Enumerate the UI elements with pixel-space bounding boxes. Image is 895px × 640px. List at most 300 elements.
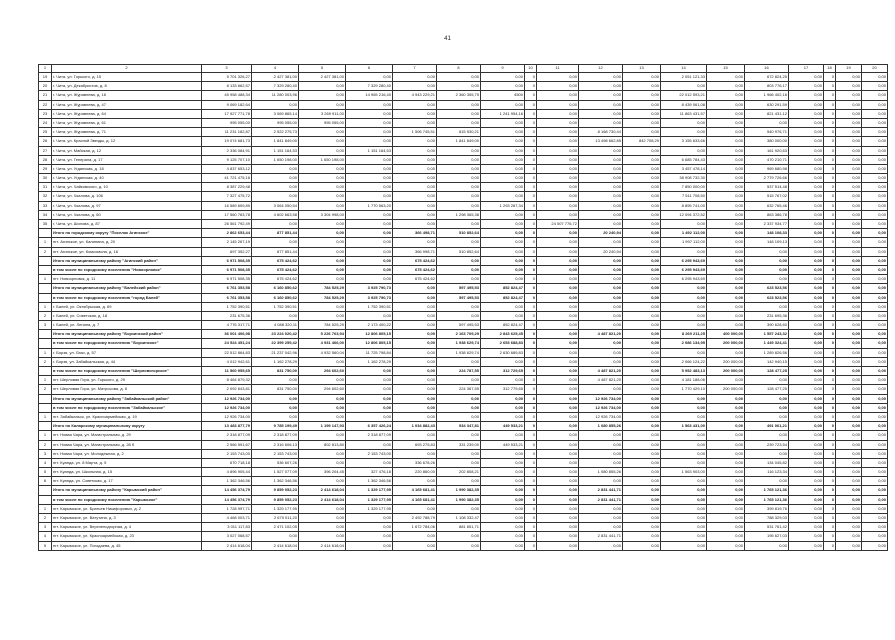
row-index-cell: 5 <box>39 541 52 550</box>
amount-cell: 0,00 <box>836 532 862 541</box>
amount-cell: 0,00 <box>862 82 888 91</box>
amount-cell: 4500 <box>481 91 525 100</box>
amount-cell: 693 275,83 <box>393 440 437 449</box>
amount-cell: 0,00 <box>862 146 888 155</box>
column-header: 2 <box>52 65 202 73</box>
amount-cell: 0,00 <box>789 164 824 173</box>
amount-cell: 0,00 <box>745 256 789 265</box>
amount-cell: 0,00 <box>789 422 824 431</box>
amount-cell: 2 153 743,00 <box>202 449 252 458</box>
table-total-row <box>39 486 888 495</box>
amount-cell: 0 <box>824 137 836 146</box>
amount-cell: 0,00 <box>836 403 862 412</box>
amount-cell: 0,00 <box>481 412 525 421</box>
amount-cell: 0,00 <box>579 164 623 173</box>
amount-cell: 0,00 <box>579 275 623 284</box>
amount-cell: 0,00 <box>707 91 745 100</box>
amount-cell: 0,00 <box>299 128 346 137</box>
amount-cell: 1 527 077,09 <box>252 468 299 477</box>
amount-cell: 0,00 <box>537 440 579 449</box>
address-cell: пгт. Карымское, ул. Братьев Никифоровых, д. 2 <box>52 504 202 513</box>
amount-cell: 0 <box>525 275 537 284</box>
amount-cell: 0,00 <box>346 238 393 247</box>
amount-cell: 0,00 <box>707 229 745 238</box>
row-index-cell <box>39 229 52 238</box>
amount-cell: 1 241 954,16 <box>481 109 525 118</box>
amount-cell: 0,00 <box>789 247 824 256</box>
amount-cell: 0,00 <box>299 477 346 486</box>
amount-cell: 0,00 <box>623 422 661 431</box>
row-index-cell: 23 <box>39 109 52 118</box>
amount-cell: 0,00 <box>623 385 661 394</box>
amount-cell: 0,00 <box>537 210 579 219</box>
amount-cell: 220 860,00 <box>393 468 437 477</box>
table-total-row <box>39 403 888 412</box>
amount-cell: 0,00 <box>745 302 789 311</box>
table-row <box>39 532 888 541</box>
amount-cell: 0,00 <box>437 265 481 274</box>
row-index-cell: 34 <box>39 210 52 219</box>
amount-cell: 6 160 850,62 <box>252 293 299 302</box>
amount-cell: 0,00 <box>661 118 707 127</box>
amount-cell: 0,00 <box>393 348 437 357</box>
address-cell: г. Чита, ул. Журавлева, д. 71 <box>52 128 202 137</box>
amount-cell: 597 495,53 <box>437 293 481 302</box>
table-row <box>39 541 888 550</box>
amount-cell: 0,00 <box>437 73 481 82</box>
amount-cell: 0 <box>824 486 836 495</box>
amount-cell: 0,00 <box>393 284 437 293</box>
amount-cell: 0,00 <box>789 440 824 449</box>
amount-cell: 0,00 <box>707 302 745 311</box>
amount-cell: 0 <box>525 164 537 173</box>
amount-cell: 0,00 <box>789 468 824 477</box>
amount-cell: 0,00 <box>537 247 579 256</box>
amount-cell: 0,00 <box>252 100 299 109</box>
amount-cell: 0,00 <box>707 109 745 118</box>
amount-cell: 0,00 <box>537 422 579 431</box>
amount-cell: 0,00 <box>623 100 661 109</box>
amount-cell: 13 498 662,85 <box>579 137 623 146</box>
amount-cell: 4 837 653,12 <box>202 164 252 173</box>
amount-cell: 1 563 431,00 <box>661 422 707 431</box>
amount-cell: 0,00 <box>299 449 346 458</box>
amount-cell: 0,00 <box>481 302 525 311</box>
amount-cell: 0,00 <box>346 155 393 164</box>
amount-cell: 6 160 850,62 <box>252 284 299 293</box>
amount-cell: 0,00 <box>862 118 888 127</box>
amount-cell: 0,00 <box>537 486 579 495</box>
amount-cell: 11 560 955,65 <box>202 367 252 376</box>
row-index-cell: 3 <box>39 523 52 532</box>
amount-cell: 3 304 998,00 <box>299 210 346 219</box>
amount-cell: 0,00 <box>537 495 579 504</box>
column-header: 20 <box>862 65 888 73</box>
amount-cell: 0,00 <box>346 174 393 183</box>
amount-cell: 0 <box>525 73 537 82</box>
amount-cell: 0,00 <box>661 514 707 523</box>
table-row <box>39 523 888 532</box>
amount-cell: 0,00 <box>707 422 745 431</box>
amount-cell: 0,00 <box>661 394 707 403</box>
amount-cell: 0,00 <box>346 256 393 265</box>
amount-cell: 396 204,45 <box>299 468 346 477</box>
row-index-cell: 1 <box>39 302 52 311</box>
amount-cell: 0,00 <box>299 247 346 256</box>
amount-cell: 0,00 <box>707 265 745 274</box>
table-row <box>39 164 888 173</box>
amount-cell: 2 492 788,79 <box>393 514 437 523</box>
amount-cell: 0,00 <box>789 477 824 486</box>
amount-cell: 0,00 <box>346 247 393 256</box>
amount-cell: 17 560 763,78 <box>202 210 252 219</box>
amount-cell: 4 165 681,41 <box>393 495 437 504</box>
amount-cell: 0,00 <box>346 412 393 421</box>
amount-cell: 1 362 346,56 <box>202 477 252 486</box>
amount-cell: 2 092 643,81 <box>202 385 252 394</box>
amount-cell: 4 943 229,21 <box>393 91 437 100</box>
amount-cell: 11 725 798,84 <box>346 348 393 357</box>
amount-cell: 0,00 <box>789 109 824 118</box>
address-cell: г. Чита, ул. Чкалова, д. 106 <box>52 192 202 201</box>
amount-cell: 20 240,94 <box>579 247 623 256</box>
amount-cell: 0 <box>525 339 537 348</box>
address-cell: г. Чита, ул. Чкалова, д. 97 <box>52 201 202 210</box>
amount-cell: 969 680,98 <box>745 164 789 173</box>
amount-cell: 0,00 <box>623 532 661 541</box>
amount-cell: 0,00 <box>537 201 579 210</box>
amount-cell: 0,00 <box>346 229 393 238</box>
amount-cell: 41 721 475,16 <box>202 174 252 183</box>
amount-cell: 1 770 563,20 <box>346 201 393 210</box>
amount-cell: 0,00 <box>393 541 437 550</box>
amount-cell: 0 <box>824 348 836 357</box>
amount-cell: 0,00 <box>346 440 393 449</box>
amount-cell: 0,00 <box>481 449 525 458</box>
table-row <box>39 183 888 192</box>
amount-cell: 0,00 <box>537 339 579 348</box>
address-cell: г. Чита, ул. Генерала, д. 17 <box>52 155 202 164</box>
amount-cell: 11 863 431,57 <box>661 109 707 118</box>
amount-cell: 0 <box>525 486 537 495</box>
amount-cell: 0,00 <box>579 192 623 201</box>
address-cell: г. Борзя, ул. Забайкальская, д. 44 <box>52 357 202 366</box>
amount-cell: 0 <box>824 210 836 219</box>
amount-cell: 0,00 <box>437 192 481 201</box>
amount-cell: 675 424,62 <box>393 256 437 265</box>
amount-cell: 0,00 <box>789 302 824 311</box>
amount-cell: 0,00 <box>707 403 745 412</box>
amount-cell: 9 785 199,49 <box>252 422 299 431</box>
amount-cell: 0,00 <box>707 468 745 477</box>
row-index-cell: 1 <box>39 275 52 284</box>
amount-cell: 0,00 <box>481 357 525 366</box>
amount-cell: 45 958 488,34 <box>202 91 252 100</box>
amount-cell: 148 109,13 <box>745 238 789 247</box>
amount-cell: 0,00 <box>836 118 862 127</box>
amount-cell: 9 859 052,23 <box>252 486 299 495</box>
address-cell: пгт. Новая Чара, ул. Магистральная, д. 28 б <box>52 440 202 449</box>
table-row <box>39 348 888 357</box>
amount-cell: 821 431,12 <box>745 109 789 118</box>
amount-cell: 12 926 734,00 <box>202 403 252 412</box>
amount-cell: 1 997 112,00 <box>661 238 707 247</box>
row-index-cell: 1 <box>39 504 52 513</box>
amount-cell: 0,00 <box>661 293 707 302</box>
amount-cell: 0 <box>824 339 836 348</box>
amount-cell: 0,00 <box>707 458 745 467</box>
table-row <box>39 82 888 91</box>
amount-cell: 0,00 <box>623 109 661 118</box>
amount-cell: 0,00 <box>836 367 862 376</box>
amount-cell: 12 926 734,00 <box>579 403 623 412</box>
amount-cell: 0,00 <box>862 440 888 449</box>
amount-cell: 0,00 <box>623 458 661 467</box>
amount-cell: 0,00 <box>537 256 579 265</box>
amount-cell: 0 <box>824 468 836 477</box>
amount-cell: 0,00 <box>346 100 393 109</box>
amount-cell: 0,00 <box>789 256 824 265</box>
amount-cell: 5 226 763,94 <box>299 330 346 339</box>
amount-cell: 0 <box>525 256 537 265</box>
amount-cell: 161 920,63 <box>745 146 789 155</box>
amount-cell: 6 971 508,35 <box>202 275 252 284</box>
amount-cell: 0,00 <box>481 311 525 320</box>
row-index-cell <box>39 422 52 431</box>
amount-cell: 0,00 <box>623 210 661 219</box>
amount-cell: 0,00 <box>481 210 525 219</box>
amount-cell: 0,00 <box>299 192 346 201</box>
amount-cell: 2 427 381,00 <box>252 73 299 82</box>
amount-cell: 0 <box>824 412 836 421</box>
amount-cell: 0,00 <box>789 82 824 91</box>
amount-cell: 0,00 <box>537 293 579 302</box>
amount-cell: 0,00 <box>707 201 745 210</box>
amount-cell: 0 <box>525 109 537 118</box>
amount-cell: 0,00 <box>579 91 623 100</box>
amount-cell: 877 851,44 <box>252 247 299 256</box>
amount-cell: 9 125 707,10 <box>202 155 252 164</box>
amount-cell: 0,00 <box>836 477 862 486</box>
amount-cell: 0,00 <box>579 321 623 330</box>
amount-cell: 202 808,21 <box>437 468 481 477</box>
amount-cell: 0,00 <box>579 541 623 550</box>
amount-cell: 0,00 <box>579 73 623 82</box>
amount-cell: 0,00 <box>789 265 824 274</box>
amount-cell: 0 <box>824 164 836 173</box>
amount-cell: 0,00 <box>707 486 745 495</box>
amount-cell: 0,00 <box>437 109 481 118</box>
amount-cell: 0,00 <box>346 192 393 201</box>
amount-cell: 0,00 <box>745 412 789 421</box>
amount-cell: 0,00 <box>481 431 525 440</box>
amount-cell: 0,00 <box>579 82 623 91</box>
amount-cell: 200 000,00 <box>707 385 745 394</box>
amount-cell: 0,00 <box>707 183 745 192</box>
amount-cell: 831 750,00 <box>252 385 299 394</box>
column-header: 12 <box>579 65 623 73</box>
amount-cell: 0,00 <box>862 220 888 229</box>
amount-cell: 0 <box>525 321 537 330</box>
amount-cell: 0 <box>525 440 537 449</box>
amount-cell: 0,00 <box>707 321 745 330</box>
amount-cell: 0,00 <box>623 247 661 256</box>
amount-cell: 0,00 <box>836 504 862 513</box>
amount-cell: 863 386,78 <box>745 210 789 219</box>
amount-cell: 0,00 <box>862 514 888 523</box>
amount-cell: 4 181 188,06 <box>661 376 707 385</box>
amount-cell: 0,00 <box>862 330 888 339</box>
amount-cell: 2 086 134,95 <box>661 339 707 348</box>
amount-cell: 0,00 <box>707 275 745 284</box>
amount-cell: 0,00 <box>579 220 623 229</box>
amount-cell: 239 723,54 <box>745 440 789 449</box>
amount-cell: 0 <box>824 91 836 100</box>
amount-cell: 0,00 <box>862 109 888 118</box>
address-cell: пгт. Куанда, ул. Школьная, д. 15 <box>52 468 202 477</box>
amount-cell: 0,00 <box>537 265 579 274</box>
amount-cell: 0,00 <box>745 403 789 412</box>
amount-cell: 0,00 <box>346 376 393 385</box>
address-cell: пгт. Агинское, ул. Калинина, д. 20 <box>52 238 202 247</box>
amount-cell: 0,00 <box>707 137 745 146</box>
amount-cell: 1 289 826,56 <box>745 348 789 357</box>
amount-cell: 0,00 <box>789 523 824 532</box>
amount-cell: 1 728 997,71 <box>202 504 252 513</box>
amount-cell: 0,00 <box>836 541 862 550</box>
amount-cell: 0,00 <box>579 118 623 127</box>
amount-cell: 0,00 <box>623 468 661 477</box>
amount-cell: 0,00 <box>579 284 623 293</box>
address-cell: г. Чита, ул. Чкалова, д. 60 <box>52 210 202 219</box>
amount-cell: 0,00 <box>623 183 661 192</box>
amount-cell: 0,00 <box>707 247 745 256</box>
amount-cell: 0,00 <box>836 229 862 238</box>
amount-cell: 0,00 <box>437 449 481 458</box>
amount-cell: 0,00 <box>537 394 579 403</box>
amount-cell: 0,00 <box>299 220 346 229</box>
amount-cell: 0,00 <box>623 339 661 348</box>
amount-cell: 0,00 <box>661 541 707 550</box>
amount-cell: 0 <box>824 109 836 118</box>
amount-cell: 675 424,62 <box>393 265 437 274</box>
amount-cell: 0 <box>525 220 537 229</box>
amount-cell: 0,00 <box>346 532 393 541</box>
amount-cell: 224 787,55 <box>437 367 481 376</box>
amount-cell: 877 851,44 <box>252 229 299 238</box>
row-index-cell: 28 <box>39 155 52 164</box>
amount-cell: 16 589 659,89 <box>202 201 252 210</box>
address-cell: пгт. Куанда, ул. 8 Марта, д. 5 <box>52 458 202 467</box>
amount-cell: 0,00 <box>579 201 623 210</box>
amount-cell: 0,00 <box>299 146 346 155</box>
amount-cell: 1 650 198,00 <box>299 155 346 164</box>
amount-cell: 0,00 <box>537 449 579 458</box>
amount-cell: 0,00 <box>481 118 525 127</box>
amount-cell: 0 <box>525 82 537 91</box>
amount-cell: 0,00 <box>707 504 745 513</box>
amount-cell: 0,00 <box>299 431 346 440</box>
amount-cell: 0,00 <box>836 394 862 403</box>
amount-cell: 14 456 374,79 <box>202 495 252 504</box>
amount-cell: 8 895 741,00 <box>661 201 707 210</box>
address-cell: пгт. Карымское, ул. Погодаева, д. 45 <box>52 541 202 550</box>
amount-cell: 1 080 855,26 <box>579 468 623 477</box>
amount-cell: 0,00 <box>393 174 437 183</box>
amount-cell: 0,00 <box>252 238 299 247</box>
address-cell: в том числе по городскому поселению "Борзинское" <box>52 339 202 348</box>
amount-cell: 0,00 <box>579 311 623 320</box>
amount-cell: 0,00 <box>481 100 525 109</box>
amount-cell: 0,00 <box>299 229 346 238</box>
amount-cell: 803 776,17 <box>745 82 789 91</box>
amount-cell: 540 976,71 <box>745 128 789 137</box>
amount-cell: 12 806 805,15 <box>346 330 393 339</box>
amount-cell: 231 675,36 <box>202 311 252 320</box>
amount-cell: 0,00 <box>707 100 745 109</box>
amount-cell: 0,00 <box>623 220 661 229</box>
address-cell: пгт. Новая Чара, ул. Магистральная, д. 29 <box>52 431 202 440</box>
amount-cell: 0,00 <box>537 82 579 91</box>
amount-cell: 0,00 <box>707 192 745 201</box>
amount-cell: 0 <box>824 118 836 127</box>
amount-cell: 0,00 <box>836 146 862 155</box>
amount-cell: 0,00 <box>789 431 824 440</box>
amount-cell: 8 269 211,25 <box>661 330 707 339</box>
amount-cell: 0,00 <box>836 164 862 173</box>
address-cell: Итого по муниципальному району "Борзинский район" <box>52 330 202 339</box>
row-index-cell: 22 <box>39 100 52 109</box>
amount-cell: 0,00 <box>537 164 579 173</box>
amount-cell: 0,00 <box>836 137 862 146</box>
amount-cell: 0,00 <box>661 458 707 467</box>
column-header: 11 <box>537 65 579 73</box>
amount-cell: 0 <box>824 100 836 109</box>
amount-cell: 0,00 <box>836 109 862 118</box>
amount-cell: 331 239,00 <box>437 440 481 449</box>
amount-cell: 128 477,25 <box>745 367 789 376</box>
column-header: 7 <box>393 65 437 73</box>
amount-cell: 2 779 726,66 <box>745 174 789 183</box>
amount-cell: 0,00 <box>707 256 745 265</box>
amount-cell: 0,00 <box>346 367 393 376</box>
amount-cell: 0,00 <box>537 311 579 320</box>
amount-cell: 0,00 <box>393 412 437 421</box>
table-total-row <box>39 367 888 376</box>
table-row <box>39 440 888 449</box>
amount-cell: 0,00 <box>836 82 862 91</box>
table-row <box>39 458 888 467</box>
address-cell: г. Чита, ул. Чайковского, д. 10 <box>52 183 202 192</box>
amount-cell: 0,00 <box>862 385 888 394</box>
amount-cell: 0,00 <box>836 348 862 357</box>
amount-cell: 2 471 102,05 <box>252 523 299 532</box>
table-row <box>39 192 888 201</box>
address-cell: г. Чита, ул. Майская, д. 12 <box>52 146 202 155</box>
amount-cell: 8 168 730,44 <box>579 128 623 137</box>
amount-cell: 0,00 <box>789 541 824 550</box>
amount-cell: 0,00 <box>537 468 579 477</box>
amount-cell: 12 806 805,15 <box>346 339 393 348</box>
amount-cell: 0,00 <box>836 284 862 293</box>
amount-cell: 2 318 877,09 <box>252 431 299 440</box>
address-cell: в том числе по городскому поселению "Новоорловск" <box>52 265 202 274</box>
amount-cell: 4 487 821,20 <box>579 367 623 376</box>
row-index-cell <box>39 265 52 274</box>
amount-cell: 0,00 <box>393 357 437 366</box>
amount-cell: 0 <box>525 412 537 421</box>
table-row <box>39 128 888 137</box>
